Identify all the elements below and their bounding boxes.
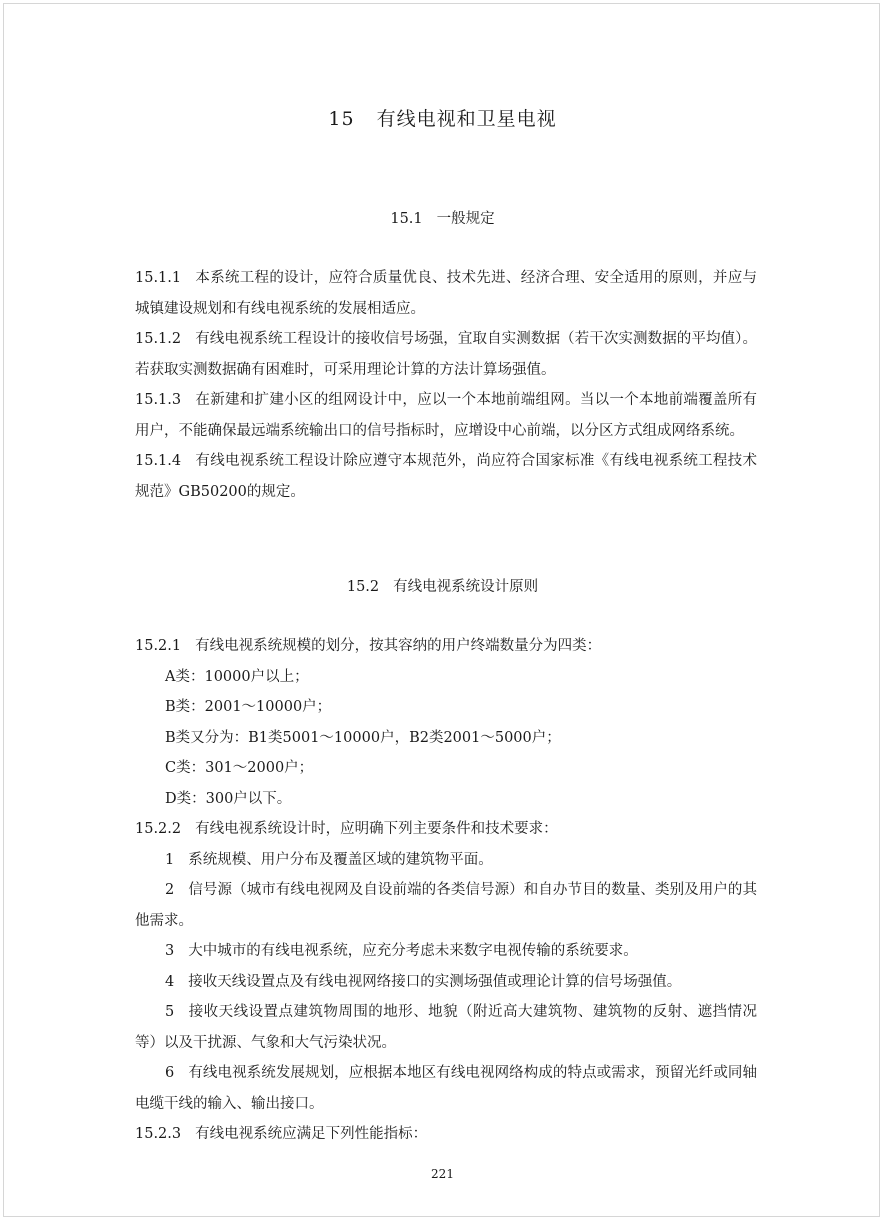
chapter-title-text: 有线电视和卫星电视	[376, 108, 557, 130]
clause-number: 15.2.1	[135, 638, 182, 654]
clause-text: 有线电视系统规模的划分，按其容纳的用户终端数量分为四类：	[195, 638, 602, 654]
requirement-item	[135, 1058, 757, 1119]
section-title-15-2	[0, 575, 885, 596]
category-item: B类：2001～10000户；	[165, 699, 332, 715]
requirement-item	[135, 845, 757, 876]
clause-15-1-1	[135, 263, 757, 324]
requirement-item	[135, 967, 757, 998]
requirement-item	[135, 997, 757, 1058]
item-number: 1	[165, 851, 175, 868]
category-item: B类又分为：B1类5001～10000户，B2类2001～5000户；	[165, 729, 561, 746]
clause-number: 15.1.3	[135, 392, 182, 408]
clause-15-2-2	[135, 814, 757, 845]
clause-15-1-2	[135, 324, 757, 385]
requirement-item	[135, 875, 757, 936]
item-text: 接收天线设置点建筑物周围的地形、地貌（附近高大建筑物、建筑物的反射、遮挡情况等）以及干扰源、气象和大气污染状况。	[135, 1004, 757, 1051]
clause-text: 有线电视系统工程设计除应遵守本规范外，尚应符合国家标准《有线电视系统工程技术规范》GB50200的规定。	[135, 453, 757, 500]
item-text: 系统规模、用户分布及覆盖区域的建筑物平面。	[188, 851, 493, 868]
clause-number: 15.1.2	[135, 331, 182, 347]
clause-number: 15.2.2	[135, 821, 182, 837]
clause-15-1-4	[135, 446, 757, 507]
clause-15-1-3	[135, 385, 757, 446]
item-number: 4	[165, 973, 175, 990]
item-text: 有线电视系统发展规划，应根据本地区有线电视网络构成的特点或需求，预留光纤或同轴电缆干线的输入、输出接口。	[135, 1065, 757, 1112]
section-title-text: 有线电视系统设计原则	[393, 579, 539, 595]
clause-text: 在新建和扩建小区的组网设计中，应以一个本地前端组网。当以一个本地前端覆盖所有用户，不能确保最远端系统输出口的信号指标时，应增设中心前端，以分区方式组成网络系统。	[135, 392, 757, 439]
section-number: 15.1	[390, 211, 423, 227]
item-number: 5	[165, 1004, 175, 1020]
category-item: C类：301～2000户；	[165, 760, 314, 776]
requirement-item	[135, 936, 757, 967]
section-15-2-body	[135, 631, 757, 1150]
clause-number: 15.1.1	[135, 270, 182, 286]
section-number: 15.2	[346, 579, 380, 595]
page-number: 221	[431, 1167, 454, 1181]
clause-text: 有线电视系统设计时，应明确下列主要条件和技术要求：	[195, 821, 558, 837]
clause-15-2-1	[135, 631, 757, 662]
category-item: D类：300户以下。	[165, 790, 292, 807]
item-number: 2	[165, 882, 175, 898]
clause-number: 15.1.4	[135, 453, 182, 469]
clause-15-2-3	[135, 1119, 757, 1150]
category-item: A类：10000户以上；	[165, 668, 309, 685]
clause-text: 有线电视系统工程设计的接收信号场强，宜取自实测数据（若干次实测数据的平均值）。若获取实测数据确有困难时，可采用理论计算的方法计算场强值。	[135, 331, 757, 378]
section-title-15-1	[0, 207, 885, 228]
section-15-1-body	[135, 263, 757, 507]
item-text: 接收天线设置点及有线电视网络接口的实测场强值或理论计算的信号场强值。	[188, 973, 682, 990]
clause-text: 有线电视系统应满足下列性能指标：	[195, 1126, 428, 1142]
item-text: 信号源（城市有线电视网及自设前端的各类信号源）和自办节目的数量、类别及用户的其他需求。	[135, 882, 757, 929]
clause-number: 15.2.3	[135, 1126, 182, 1142]
clause-text: 本系统工程的设计，应符合质量优良、技术先进、经济合理、安全适用的原则，并应与城镇建设规划和有线电视系统的发展相适应。	[135, 270, 757, 317]
item-number: 6	[165, 1065, 175, 1081]
section-title-text: 一般规定	[436, 211, 495, 227]
chapter-number: 15	[328, 108, 355, 130]
item-number: 3	[165, 943, 175, 959]
chapter-title	[0, 104, 885, 131]
item-text: 大中城市的有线电视系统，应充分考虑未来数字电视传输的系统要求。	[188, 943, 638, 959]
